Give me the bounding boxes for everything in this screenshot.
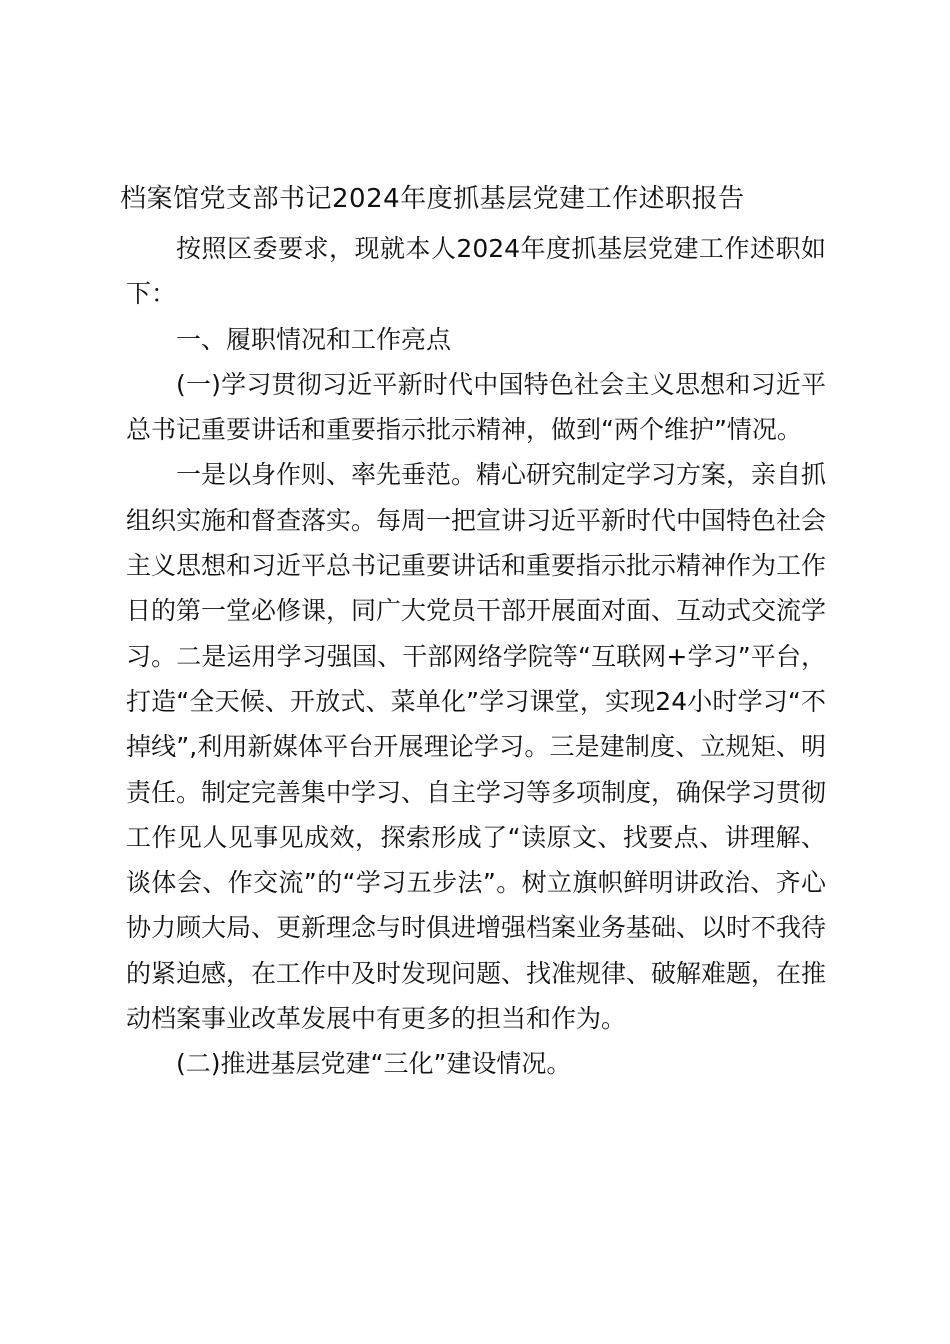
subsection-body-1: 一是以身作则、率先垂范。精心研究制定学习方案，亲自抓组织实施和督查落实。每周一把宣讲习近平新时代中国特色社会主义思想和习近平总书记重要讲话和重要指示批示精神作为工作日的第一堂必修课，同广大党员干部开展面对面、互动式交流学习。二是运用学习强国、干部网络学院等“互联网+学习”平台，打造“全天候、开放式、菜单化”学习课堂，实现24小时学习“不掉线”,利用新媒体平台开展理论学习。三是建制度、立规矩、明责任。制定完善集中学习、自主学习等多项制度，确保学习贯彻工作见人见事见成效，探索形成了“读原文、找要点、讲理解、谈体会、作交流”的“学习五步法”。树立旗帜鲜明讲政治、齐心协力顾大局、更新理念与时俱进增强档案业务基础、以时不我待的紧迫感，在工作中及时发现问题、找准规律、破解难题，在推动档案事业改革发展中有更多的担当和作为。 — [126, 460, 827, 1034]
document-title: 档案馆党支部书记2024年度抓基层党建工作述职报告 — [120, 184, 745, 214]
subsection-heading-1: (一)学习贯彻习近平新时代中国特色社会主义思想和习近平总书记重要讲话和重要指示批示精神，做到“两个维护”情况。 — [126, 369, 826, 445]
document-body — [120, 176, 827, 1087]
subsection-heading-2: (二)推进基层党建“三化”建设情况。 — [176, 1049, 572, 1079]
section-heading-1: 一、履职情况和工作亮点 — [176, 324, 452, 354]
intro-paragraph: 按照区委要求，现就本人2024年度抓基层党建工作述职如下： — [126, 234, 826, 309]
